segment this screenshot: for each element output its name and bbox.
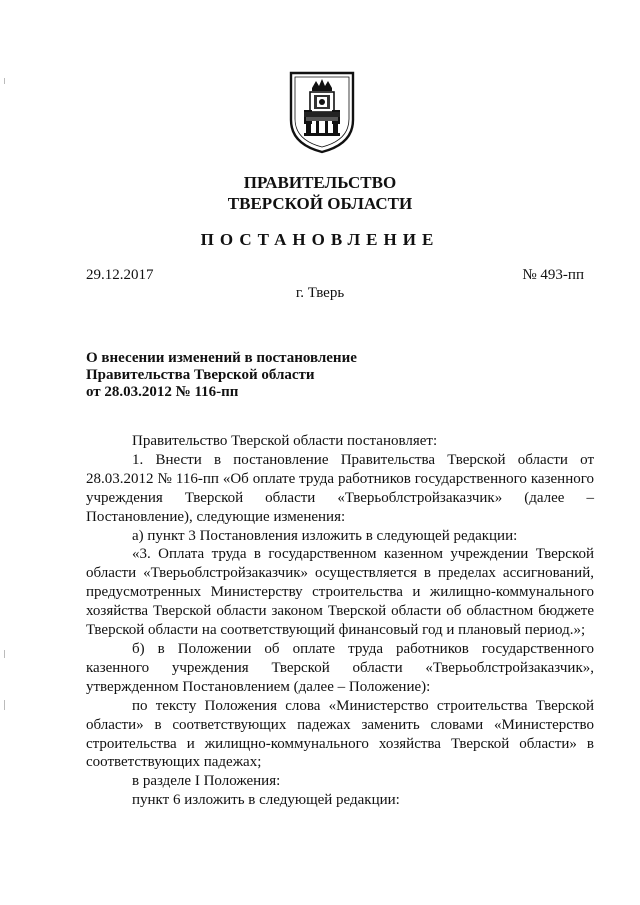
paragraph-preamble: Правительство Тверской области постановляет: (132, 433, 438, 449)
title-line3: от 28.03.2012 № 116-пп (86, 384, 239, 400)
scan-mark (4, 700, 5, 710)
document-number: № 493-пп (522, 267, 584, 283)
document-kind: ПОСТАНОВЛЕНИЕ (200, 230, 440, 249)
paragraph-item-1: 1. Внести в постановление Правительства Тверской области от 28.03.2012 № 116-пп «Об оплате труда работников государственного казенного учреждения Тверской области «Тверьоблстройзаказчик» (далее – Постановление), следующие изменения: (86, 451, 594, 525)
title-line1: О внесении изменений в постановление (86, 350, 357, 366)
organization-name-line1: ПРАВИТЕЛЬСТВО (243, 173, 397, 192)
paragraph-replacement: по тексту Положения слова «Министерство строительства Тверской области» в соответствующих падежах заменить словами «Министерство строительства и жилищно-коммунального хозяйства Тверской области» в соответствующих падежах; (86, 697, 594, 771)
paragraph-section-1: в разделе I Положения: (132, 773, 281, 790)
scan-mark (4, 650, 5, 658)
paragraph-quoted-point-3: «3. Оплата труда в государственном казенном учреждении Тверской области «Тверьоблстройзаказчик» осуществляется в пределах ассигнований, предусмотренных Министерству строительства и жилищно-коммунального хозяйства Тверской области законом Тверской области об областном бюджете Тверской области на соответствующий финансовый год и плановый период.»; (86, 546, 594, 639)
paragraph-point-6: пункт 6 изложить в следующей редакции: (132, 792, 400, 809)
document-title (86, 350, 486, 401)
title-line2: Правительства Тверской области (86, 367, 315, 383)
paragraph-subitem-b: б) в Положении об оплате труда работников государственного казенного учреждения Тверской области «Тверьоблстройзаказчик», утвержденном Постановлением (далее – Положение): (86, 640, 594, 695)
coat-of-arms-emblem (288, 70, 356, 154)
document-date: 29.12.2017 (86, 267, 154, 283)
document-city: г. Тверь (295, 285, 345, 301)
paragraph-subitem-a: а) пункт 3 Постановления изложить в следующей редакции: (132, 527, 518, 544)
scan-mark (4, 78, 5, 84)
document-body (86, 432, 594, 810)
organization-name-line2: ТВЕРСКОЙ ОБЛАСТИ (227, 194, 413, 213)
